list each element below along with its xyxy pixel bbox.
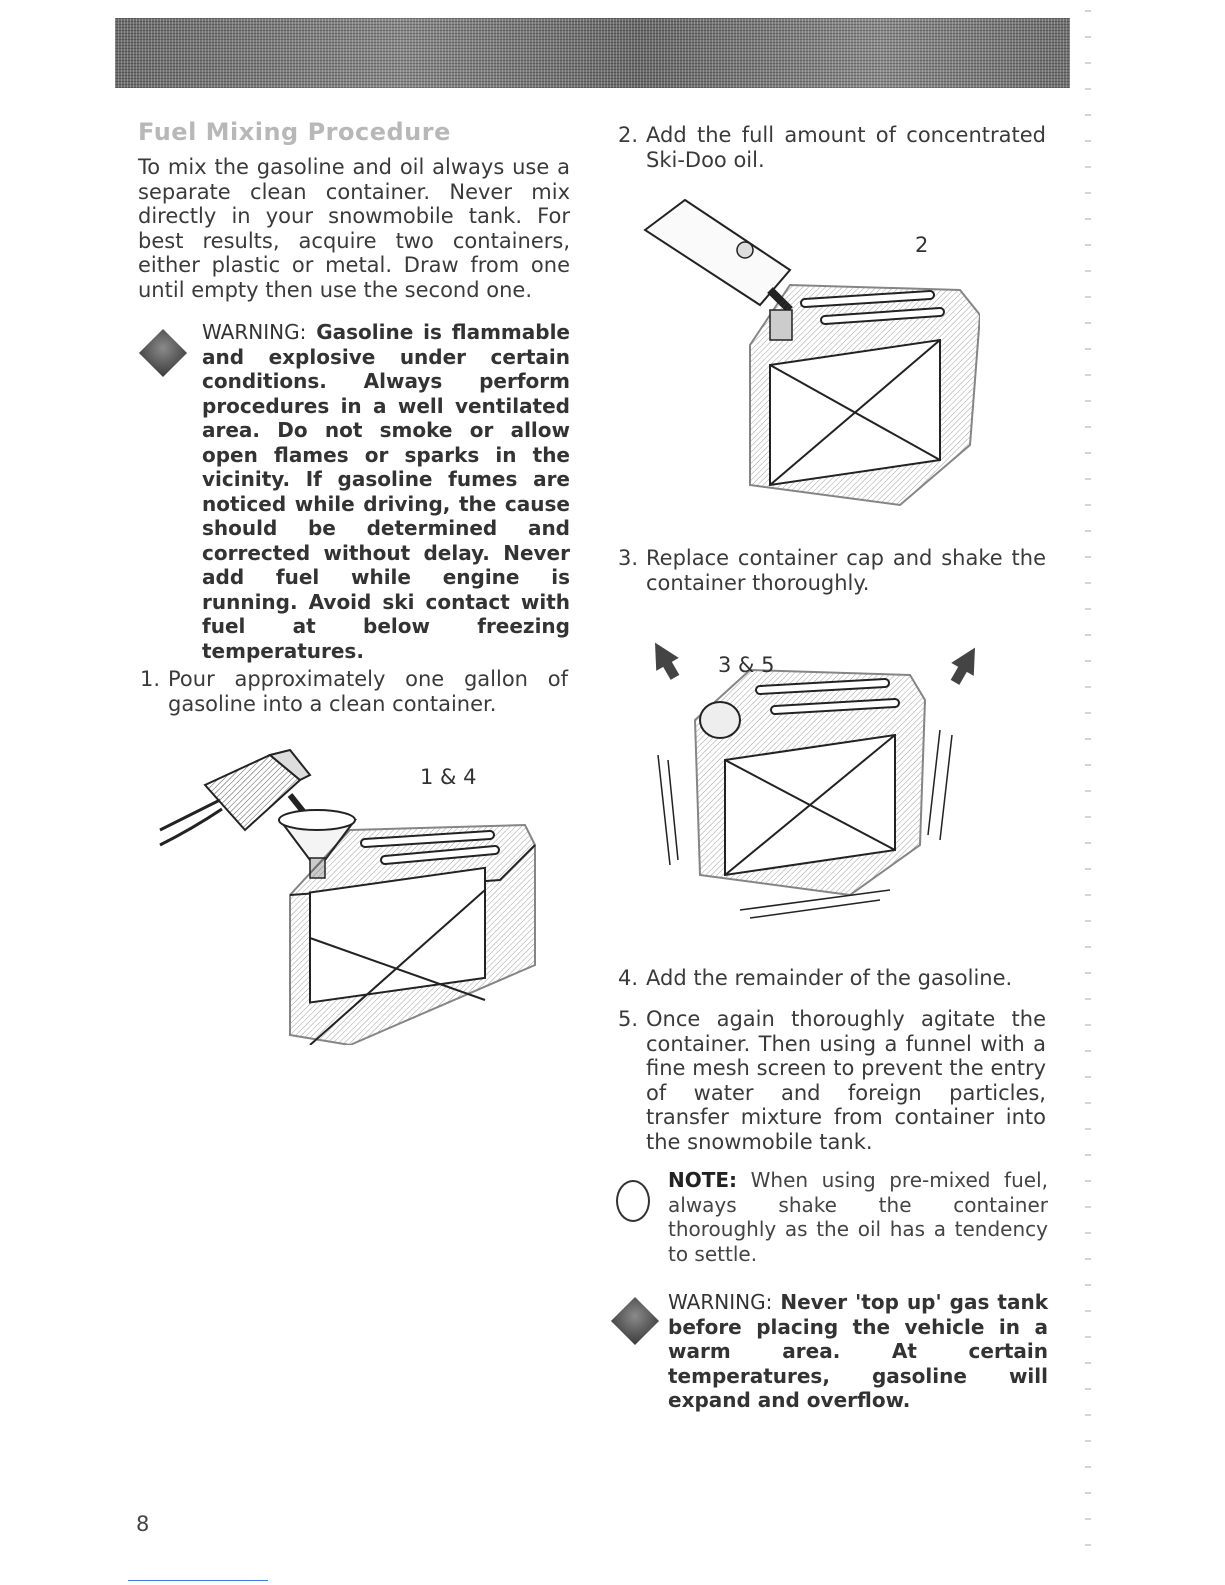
step-2-number: 2. <box>618 123 639 147</box>
figure-1-label: 1 & 4 <box>420 765 477 789</box>
warning-block-2 <box>610 1290 1050 1413</box>
page-number: 8 <box>136 1512 150 1536</box>
note-circle-icon <box>616 1180 650 1222</box>
note-block <box>610 1168 1050 1266</box>
step-4-text: Add the remainder of the gasoline. <box>646 966 1013 990</box>
header-banner <box>115 18 1070 88</box>
add-oil-illustration <box>640 195 980 515</box>
figure-shake-container <box>640 635 980 920</box>
warning-diamond-icon <box>611 1297 659 1345</box>
figure-3-label: 3 & 5 <box>718 653 775 677</box>
figure-2-label: 2 <box>915 233 929 257</box>
step-3-text: Replace container cap and shake the container thoroughly. <box>646 546 1046 595</box>
section-title: Fuel Mixing Procedure <box>138 118 451 146</box>
step-4 <box>618 966 1048 994</box>
warning-block-1 <box>138 320 578 663</box>
step-5 <box>618 1007 1048 1157</box>
step-1-text: Pour approximately one gallon of gasoline into a clean container. <box>168 667 568 716</box>
note-text: When using pre-mixed fuel, always shake the container thoroughly as the oil has a tendency to settle. <box>668 1168 1048 1266</box>
warning-2-text: Never 'top up' gas tank before placing the vehicle in a warm area. At certain temperatures, gasoline will expand and overflow. <box>668 1290 1048 1412</box>
step-1-number: 1. <box>140 667 161 691</box>
scan-edge-marks <box>1085 10 1091 1570</box>
warning-diamond-icon <box>139 329 187 377</box>
step-4-number: 4. <box>618 966 639 990</box>
figure-add-oil <box>640 195 980 515</box>
shake-container-illustration <box>640 635 980 920</box>
intro-paragraph: To mix the gasoline and oil always use a separate clean container. Never mix directly in your snowmobile tank. For best results, acquire two containers, either plastic or metal. Draw from one until empty then use the second one. <box>138 155 570 302</box>
warning-1-lead: WARNING: <box>202 320 307 344</box>
warning-1-text: Gasoline is flammable and explosive under certain conditions. Always perform procedures in a well ventilated area. Do not smoke or allow open flames or sparks in the vicinity. If gasoline fumes are noticed while driving, the cause should be determined and corrected without delay. Never add fuel while engine is running. Avoid ski contact with fuel at below freezing temperatures. <box>202 320 570 663</box>
figure-pour-gasoline <box>150 745 550 1045</box>
bottom-rule <box>128 1580 268 1581</box>
step-3 <box>618 546 1048 598</box>
step-5-number: 5. <box>618 1007 639 1031</box>
step-3-number: 3. <box>618 546 639 570</box>
pour-gasoline-illustration <box>150 745 550 1045</box>
step-1 <box>140 667 570 719</box>
step-2 <box>618 123 1048 175</box>
note-lead: NOTE: <box>668 1168 738 1192</box>
warning-2-lead: WARNING: <box>668 1290 773 1314</box>
step-2-text: Add the full amount of concentrated Ski-Doo oil. <box>646 123 1046 172</box>
step-5-text: Once again thoroughly agitate the container. Then using a funnel with a fine mesh screen to prevent the entry of water and foreign particles, transfer mixture from container into the snowmobile tank. <box>646 1007 1046 1154</box>
